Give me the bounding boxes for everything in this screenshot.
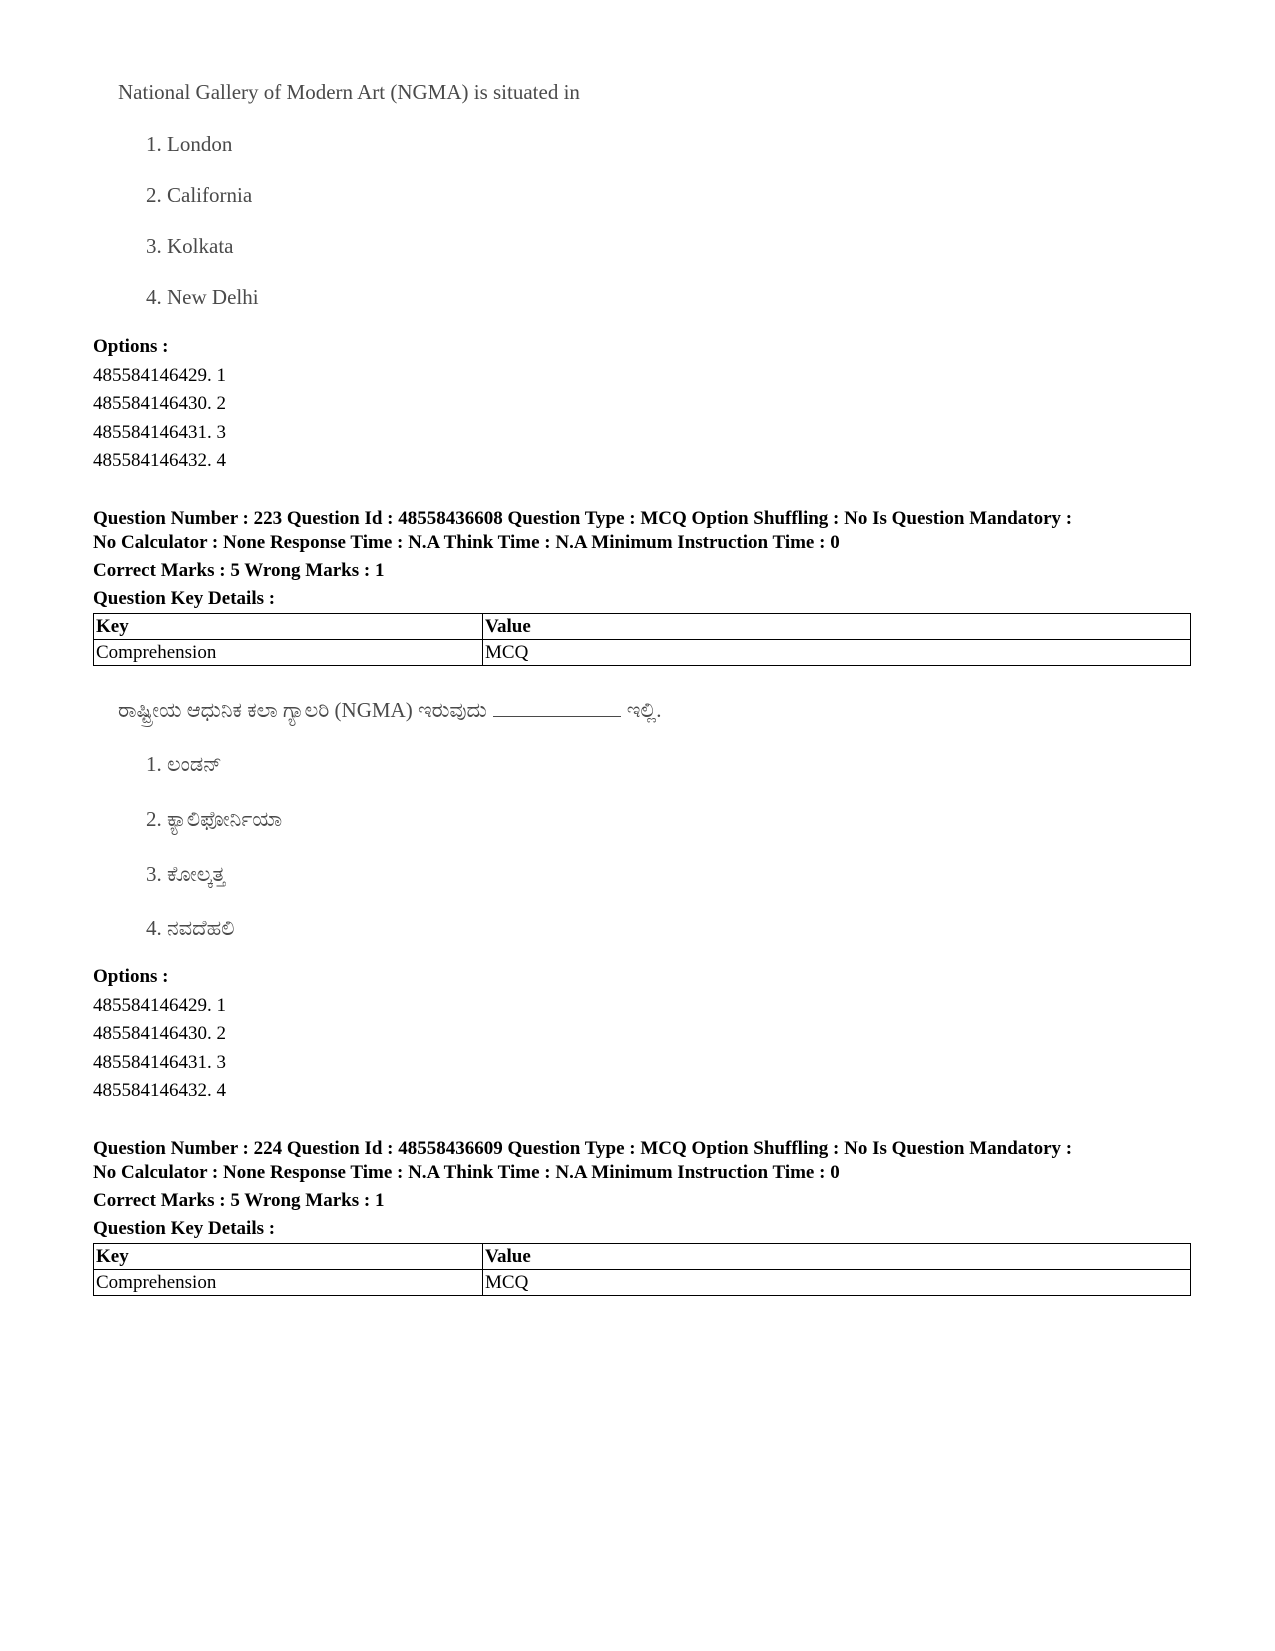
key-details-table — [93, 613, 1191, 666]
table-cell-value: MCQ — [483, 1270, 1191, 1296]
table-cell-value: MCQ — [483, 640, 1191, 666]
option-id: 485584146431. 3 — [93, 1051, 226, 1073]
answer-option-1: 1. ಲಂಡನ್ — [146, 752, 222, 776]
question-stem: National Gallery of Modern Art (NGMA) is situated in — [118, 80, 580, 104]
meta-line-2: No Calculator : None Response Time : N.A Think Time : N.A Minimum Instruction Time : 0 — [93, 532, 840, 553]
table-header-key: Key — [94, 614, 483, 640]
answer-option-3: 3. Kolkata — [146, 234, 234, 258]
answer-blank — [493, 698, 621, 717]
option-id: 485584146430. 2 — [93, 1023, 226, 1044]
option-id: 485584146429. 1 — [93, 994, 226, 1016]
question-stem — [118, 698, 662, 723]
answer-option-2: 2. ಕ್ಯಾಲಿಫೋರ್ನಿಯಾ — [146, 807, 283, 831]
key-details-heading: Question Key Details : — [93, 1218, 276, 1239]
question-meta-223 — [93, 507, 1193, 611]
marks-line: Correct Marks : 5 Wrong Marks : 1 — [93, 560, 385, 581]
table-cell-key: Comprehension — [94, 1270, 483, 1296]
table-header-value: Value — [483, 614, 1191, 640]
options-list — [93, 963, 226, 1106]
answer-option-4: 4. New Delhi — [146, 285, 259, 309]
options-list — [93, 333, 226, 476]
stem-before-blank: ರಾಷ್ಟ್ರೀಯ ಆಧುನಿಕ ಕಲಾ ಗ್ಯಾಲರಿ (NGMA) ಇರುವುದು — [118, 698, 487, 722]
options-heading: Options : — [93, 966, 169, 987]
table-header-key: Key — [94, 1244, 483, 1270]
key-details-table — [93, 1243, 1191, 1296]
stem-after-blank: ಇಲ್ಲಿ. — [626, 698, 662, 722]
table-cell-key: Comprehension — [94, 640, 483, 666]
meta-line-1: Question Number : 223 Question Id : 48558436608 Question Type : MCQ Option Shuffling : No Is Question Mandatory : — [93, 508, 1073, 529]
table-header-row — [94, 614, 1191, 640]
table-header-row — [94, 1244, 1191, 1270]
table-row — [94, 1270, 1191, 1296]
key-details-heading: Question Key Details : — [93, 588, 276, 609]
table-header-value: Value — [483, 1244, 1191, 1270]
answer-option-2: 2. California — [146, 183, 253, 207]
meta-line-1: Question Number : 224 Question Id : 48558436609 Question Type : MCQ Option Shuffling : No Is Question Mandatory : — [93, 1138, 1073, 1159]
marks-line: Correct Marks : 5 Wrong Marks : 1 — [93, 1190, 385, 1211]
option-id: 485584146432. 4 — [93, 450, 226, 471]
table-row — [94, 640, 1191, 666]
question-meta-224 — [93, 1137, 1193, 1241]
option-id: 485584146431. 3 — [93, 421, 226, 443]
answer-option-4: 4. ನವದೆಹಲಿ — [146, 916, 235, 940]
option-id: 485584146429. 1 — [93, 364, 226, 386]
options-heading: Options : — [93, 336, 169, 357]
answer-option-1: 1. London — [146, 132, 233, 156]
option-id: 485584146430. 2 — [93, 393, 226, 414]
answer-option-3: 3. ಕೋಲ್ಕತ್ತ — [146, 862, 226, 886]
meta-line-2: No Calculator : None Response Time : N.A Think Time : N.A Minimum Instruction Time : 0 — [93, 1162, 840, 1183]
option-id: 485584146432. 4 — [93, 1080, 226, 1101]
